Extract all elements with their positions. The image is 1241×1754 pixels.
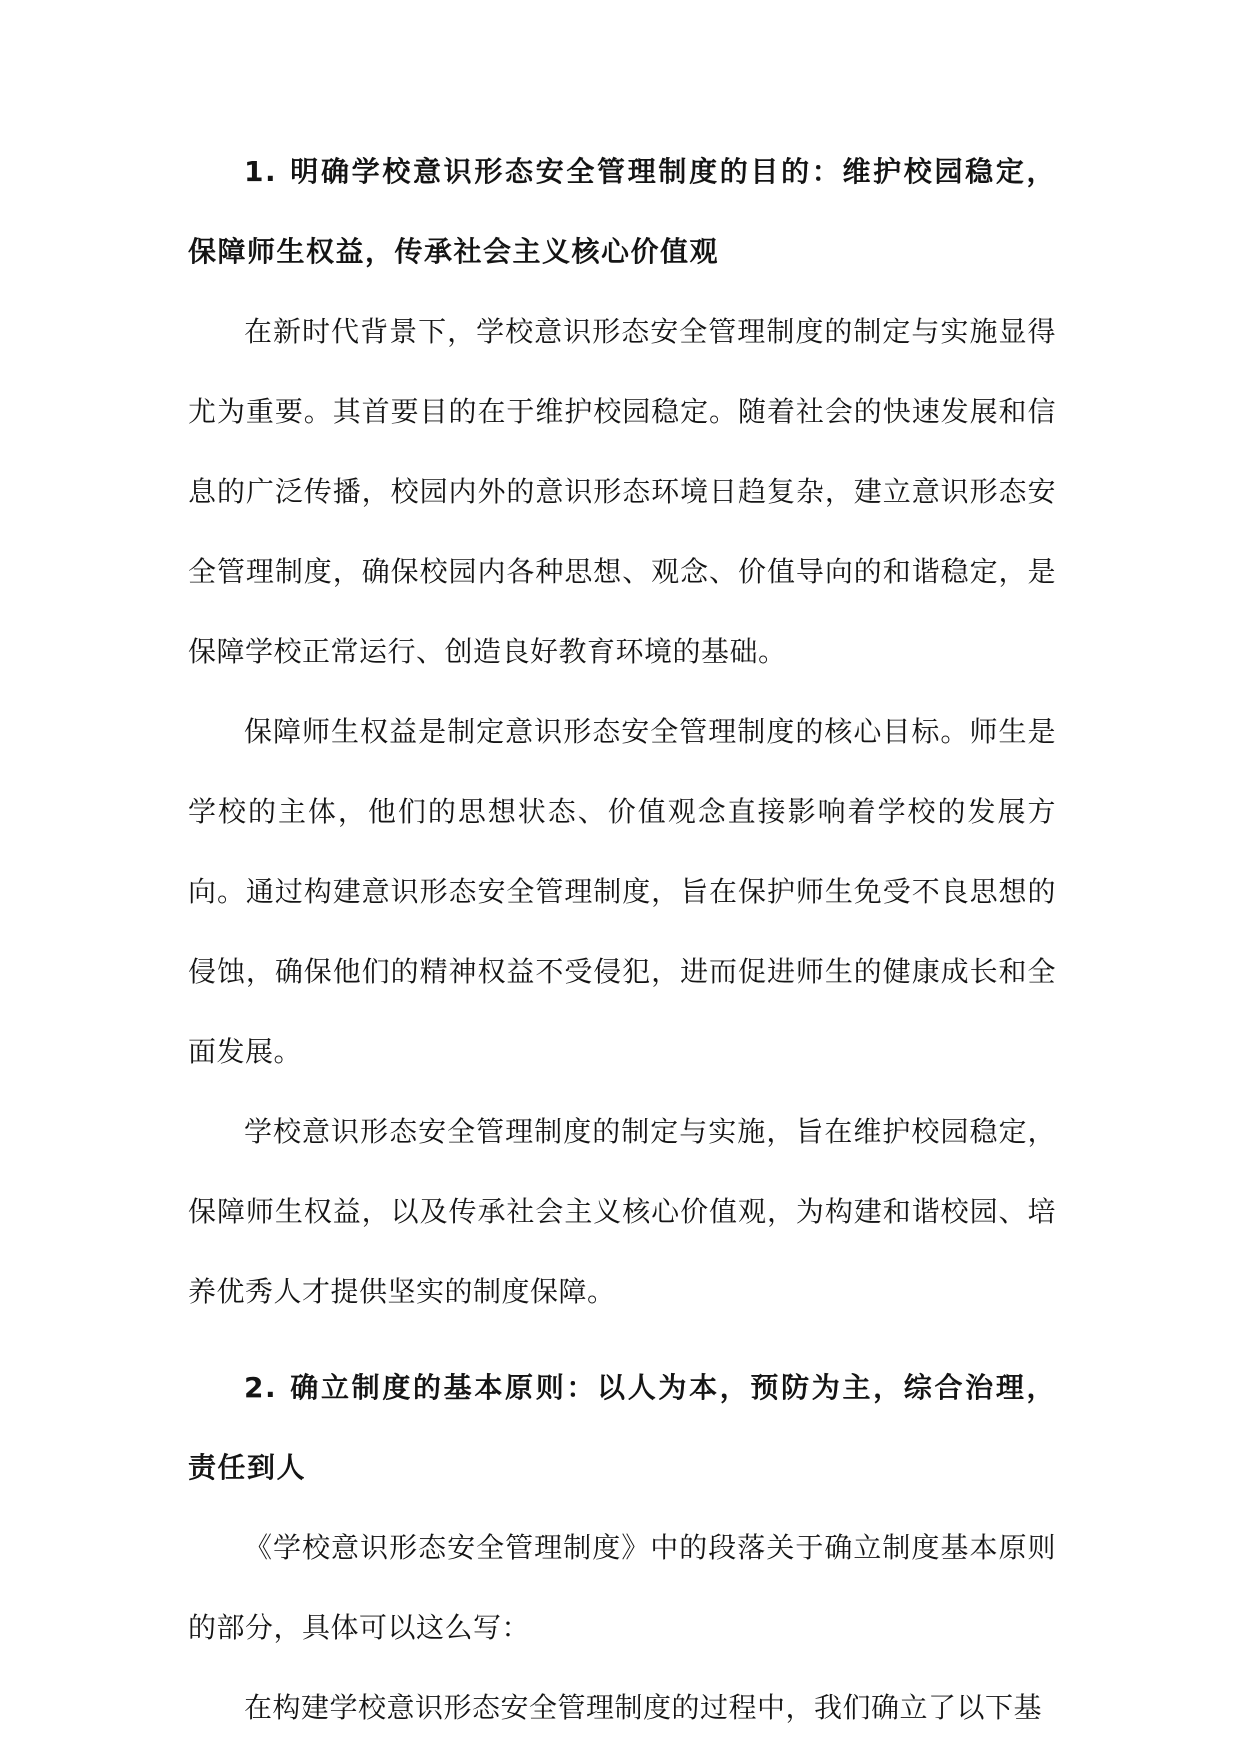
paragraph: 保障师生权益是制定意识形态安全管理制度的核心目标。师生是学校的主体，他们的思想状态、价值观念直接影响着学校的发展方向。通过构建意识形态安全管理制度，旨在保护师生免受不良思想的侵蚀，确保他们的精神权益不受侵犯，进而促进师生的健康成长和全面发展。 xyxy=(188,715,1056,1068)
paragraph: 《学校意识形态安全管理制度》中的段落关于确立制度基本原则的部分，具体可以这么写： xyxy=(188,1531,1056,1644)
section-1 xyxy=(188,132,1056,1332)
section-number: 2. xyxy=(244,1371,278,1404)
paragraph: 在构建学校意识形态安全管理制度的过程中，我们确立了以下基 xyxy=(244,1691,1043,1724)
section-2 xyxy=(188,1348,1056,1748)
section-heading xyxy=(188,1348,1056,1508)
section-heading-text: 确立制度的基本原则：以人为本，预防为主，综合治理，责任到人 xyxy=(188,1371,1056,1484)
paragraph: 在新时代背景下，学校意识形态安全管理制度的制定与实施显得尤为重要。其首要目的在于维护校园稳定。随着社会的快速发展和信息的广泛传播，校园内外的意识形态环境日趋复杂，建立意识形态安全管理制度，确保校园内各种思想、观念、价值导向的和谐稳定，是保障学校正常运行、创造良好教育环境的基础。 xyxy=(188,315,1056,668)
document-page xyxy=(188,132,1056,1748)
paragraph: 学校意识形态安全管理制度的制定与实施，旨在维护校园稳定，保障师生权益，以及传承社会主义核心价值观，为构建和谐校园、培养优秀人才提供坚实的制度保障。 xyxy=(188,1115,1056,1308)
section-heading xyxy=(188,132,1056,292)
section-spacer xyxy=(188,1332,1056,1348)
section-heading-text: 明确学校意识形态安全管理制度的目的：维护校园稳定，保障师生权益，传承社会主义核心价值观 xyxy=(188,155,1056,268)
section-number: 1. xyxy=(244,155,278,188)
